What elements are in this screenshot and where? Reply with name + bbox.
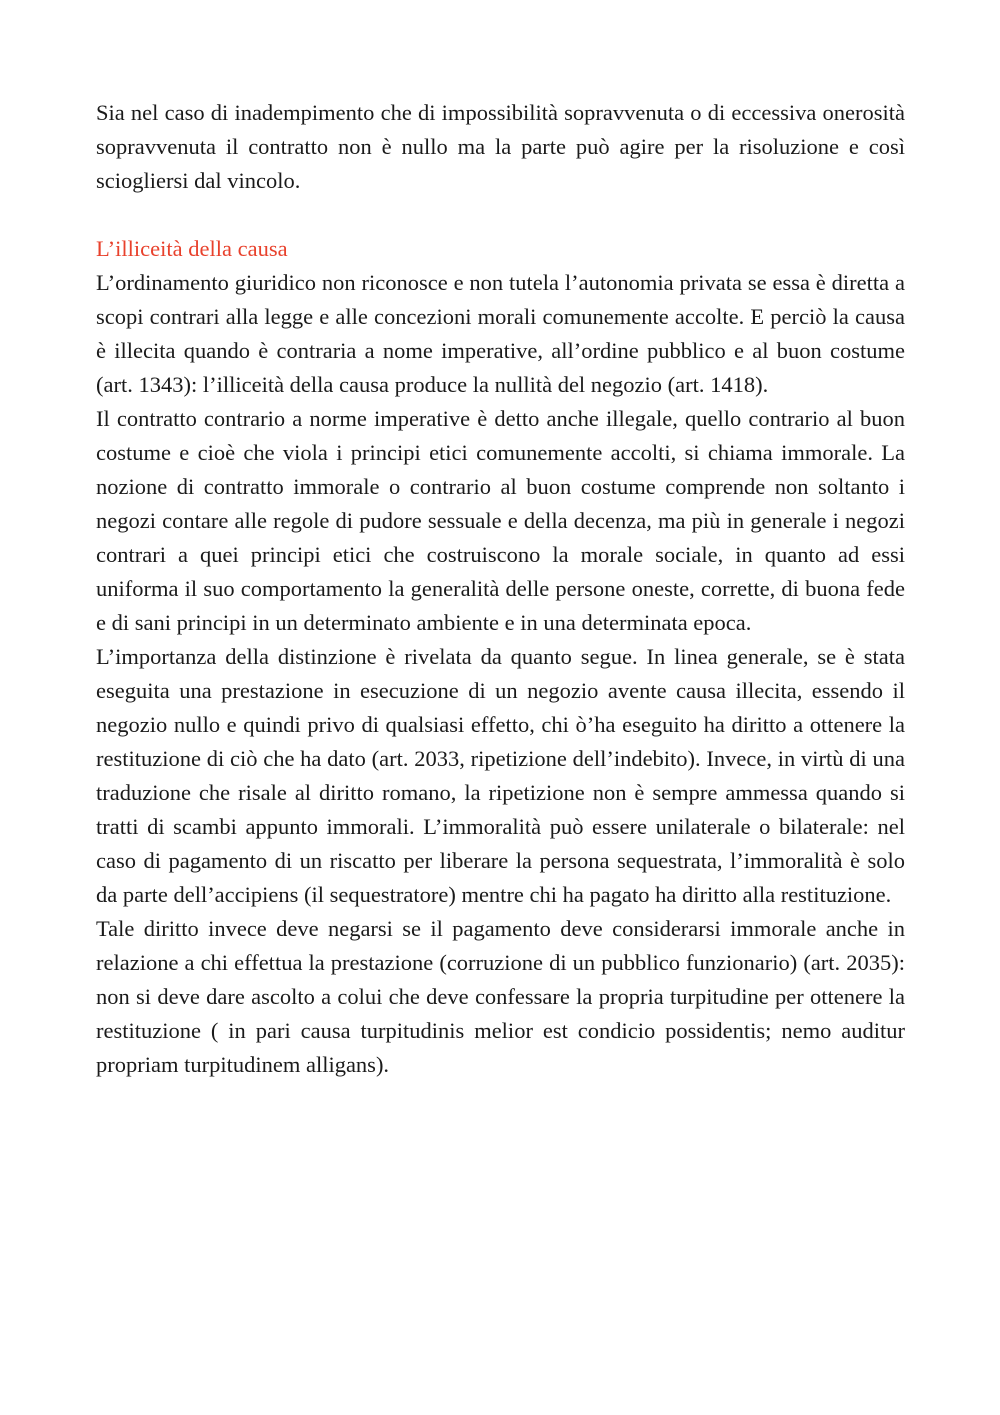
- body-paragraph-1: L’ordinamento giuridico non riconosce e non tutela l’autonomia privata se essa è diretta a scopi contrari alla legge e alle concezioni morali comunemente accolte. E perciò la causa è illecita quando è contraria a nome imperative, all’ordine pubblico e al buon costume (art. 1343): l’illiceità della causa produce la nullità del negozio (art. 1418).: [96, 270, 905, 397]
- section-heading: L’illiceità della causa: [96, 236, 288, 261]
- body-paragraph-4: Tale diritto invece deve negarsi se il pagamento deve considerarsi immorale anche in relazione a chi effettua la prestazione (corruzione di un pubblico funzionario) (art. 2035): non si deve dare ascolto a colui che deve confessare la propria turpitudine per ottenere la restituzione ( in pari causa turpitudinis melior est condicio possidentis; nemo auditur propriam turpitudinem alligans).: [96, 916, 905, 1077]
- paragraph-spacer: [96, 198, 905, 232]
- body-paragraph-2: Il contratto contrario a norme imperative è detto anche illegale, quello contrario al buon costume e cioè che viola i principi etici comunemente accolti, si chiama immorale. La nozione di contratto immorale o contrario al buon costume comprende non soltanto i negozi contare alle regole di pudore sessuale e della decenza, ma più in generale i negozi contrari a quei principi etici che costruiscono la morale sociale, in quanto ad essi uniforma il suo comportamento la generalità delle persone oneste, corrette, di buona fede e di sani principi in un determinato ambiente e in una determinata epoca.: [96, 406, 905, 635]
- document-page: [96, 96, 905, 1082]
- body-paragraph-3: L’importanza della distinzione è rivelata da quanto segue. In linea generale, se è stata eseguita una prestazione in esecuzione di un negozio avente causa illecita, essendo il negozio nullo e quindi privo di qualsiasi effetto, chi ò’ha eseguito ha diritto a ottenere la restituzione di ciò che ha dato (art. 2033, ripetizione dell’indebito). Invece, in virtù di una traduzione che risale al diritto romano, la ripetizione non è sempre ammessa quando si tratti di scambi appunto immorali. L’immoralità può essere unilaterale o bilaterale: nel caso di pagamento di un riscatto per liberare la persona sequestrata, l’immoralità è solo da parte dell’accipiens (il sequestratore) mentre chi ha pagato ha diritto alla restituzione.: [96, 644, 905, 907]
- intro-paragraph: Sia nel caso di inadempimento che di impossibilità sopravvenuta o di eccessiva onerosità sopravvenuta il contratto non è nullo ma la parte può agire per la risoluzione e così sciogliersi dal vincolo.: [96, 100, 905, 193]
